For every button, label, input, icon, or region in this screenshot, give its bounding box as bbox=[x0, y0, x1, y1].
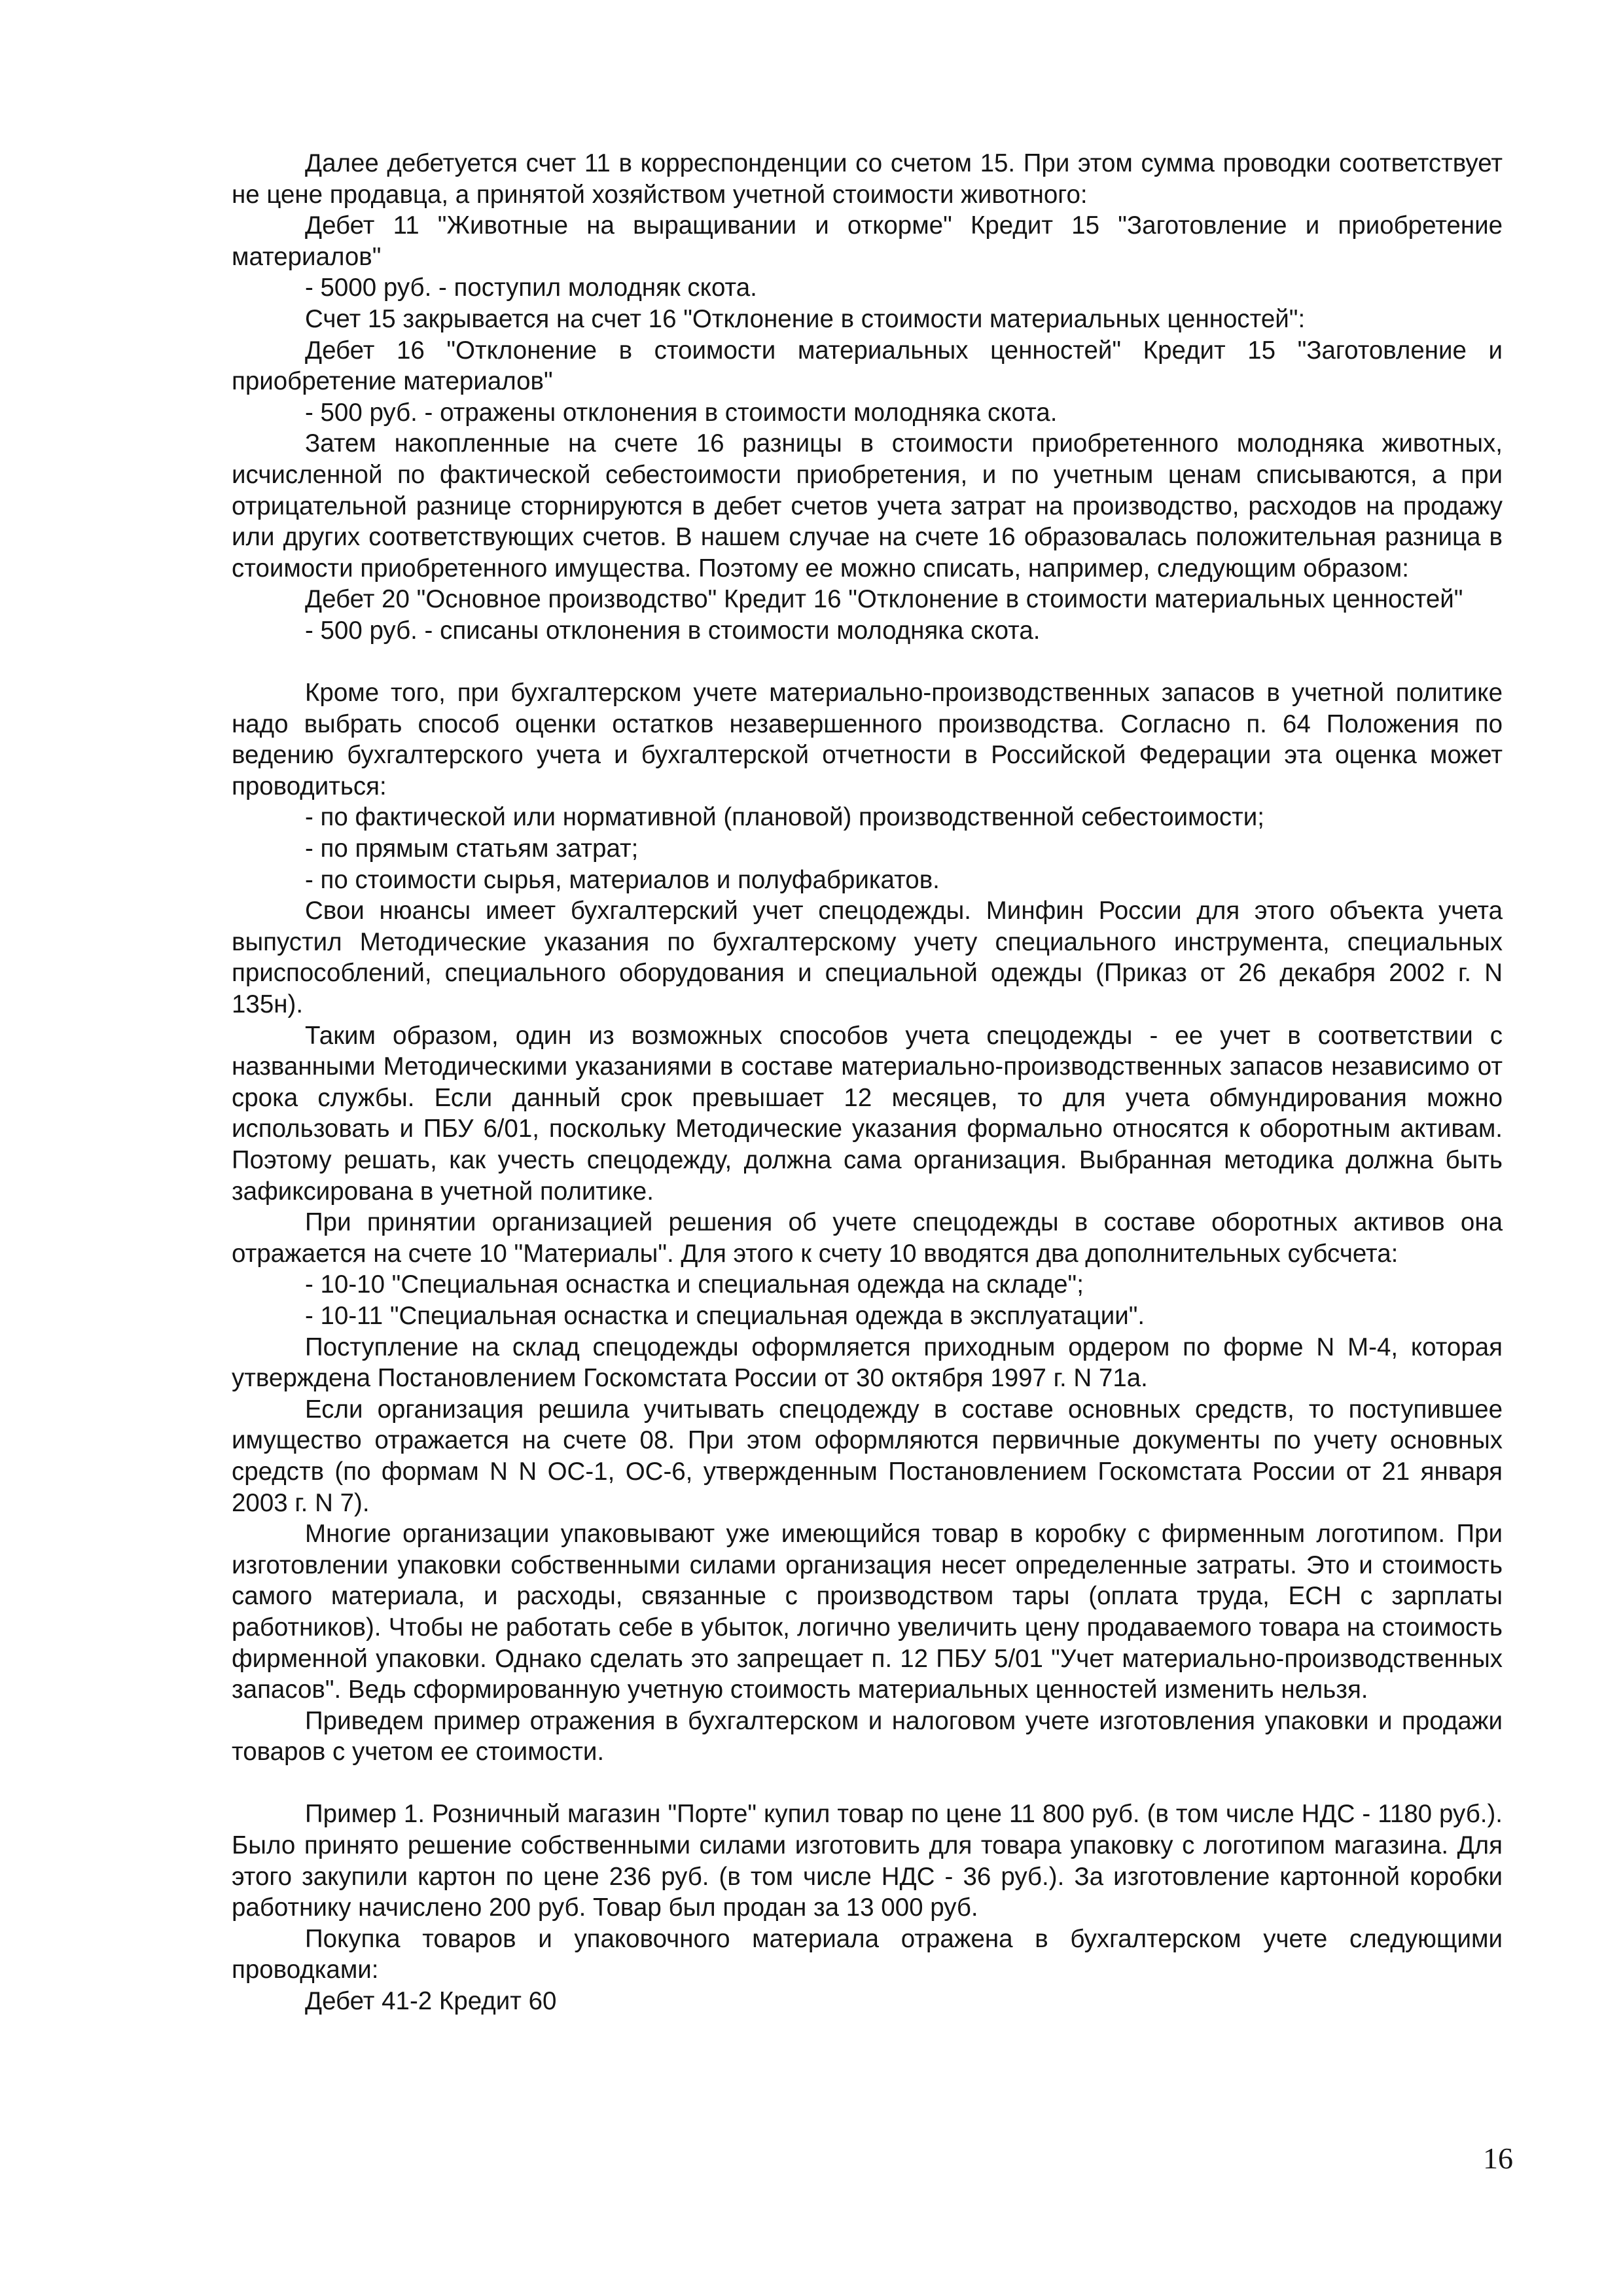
paragraph: - 10-10 "Специальная оснастка и специальная одежда на складе"; bbox=[305, 1270, 1084, 1299]
paragraph: - по прямым статьям затрат; bbox=[305, 834, 639, 863]
paragraph: Если организация решила учитывать спецодежду в составе основных средств, то поступившее имущество отражается на счете 08. При этом оформляются первичные документы по учету основных средств (по формам N N ОС-1, ОС-6, утвержденным Постановлением Госкомстата России от 21 января 2003 г. N 7). bbox=[232, 1395, 1503, 1517]
paragraph: - по фактической или нормативной (плановой) производственной себестоимости; bbox=[305, 803, 1264, 832]
paragraph: Дебет 16 "Отклонение в стоимости материальных ценностей" Кредит 15 "Заготовление и приобретение материалов" bbox=[232, 336, 1503, 396]
paragraph: Счет 15 закрывается на счет 16 "Отклонение в стоимости материальных ценностей": bbox=[305, 304, 1306, 333]
page-number: 16 bbox=[1483, 2142, 1513, 2175]
paragraph: - 500 руб. - списаны отклонения в стоимости молодняка скота. bbox=[305, 616, 1041, 645]
paragraph: Многие организации упаковывают уже имеющийся товар в коробку с фирменным логотипом. При изготовлении упаковки собственными силами организация несет определенные затраты. Это и стоимость самого материала, и расходы, связанные с производством тары (оплата труда, ЕСН с зарплаты работников). Чтобы не работать себе в убыток, логично увеличить цену продаваемого товара на стоимость фирменной упаковки. Однако сделать это запрещает п. 12 ПБУ 5/01 "Учет материально-производственных запасов". Ведь сформированную учетную стоимость материальных ценностей изменить нельзя. bbox=[232, 1520, 1503, 1704]
paragraph: Дебет 20 "Основное производство" Кредит 16 "Отклонение в стоимости материальных ценностей" bbox=[305, 585, 1463, 614]
paragraph: Далее дебетуется счет 11 в корреспонденции со счетом 15. При этом сумма проводки соответствует не цене продавца, а принятой хозяйством учетной стоимости животного: bbox=[232, 149, 1503, 209]
paragraph: Поступление на склад спецодежды оформляется приходным ордером по форме N М-4, которая утверждена Постановлением Госкомстата России от 30 октября 1997 г. N 71а. bbox=[232, 1333, 1503, 1393]
paragraph: Пример 1. Розничный магазин "Порте" купил товар по цене 11 800 руб. (в том числе НДС - 1180 руб.). Было принято решение собственными силами изготовить для товара упаковку с логотипом магазина. Для этого закупили картон по цене 236 руб. (в том числе НДС - 36 руб.). За изготовление картонной коробки работнику начислено 200 руб. Товар был продан за 13 000 руб. bbox=[232, 1800, 1503, 1922]
paragraph: - по стоимости сырья, материалов и полуфабрикатов. bbox=[305, 865, 940, 894]
paragraph: Дебет 11 "Животные на выращивании и откорме" Кредит 15 "Заготовление и приобретение материалов" bbox=[232, 211, 1503, 271]
paragraph: Дебет 41-2 Кредит 60 bbox=[305, 1987, 557, 2016]
paragraph: Кроме того, при бухгалтерском учете материально-производственных запасов в учетной политике надо выбрать способ оценки остатков незавершенного производства. Согласно п. 64 Положения по ведению бухгалтерского учета и бухгалтерской отчетности в Российской Федерации эта оценка может проводиться: bbox=[232, 679, 1503, 800]
document-page bbox=[232, 148, 1503, 2017]
paragraph: Таким образом, один из возможных способов учета спецодежды - ее учет в соответствии с названными Методическими указаниями в составе материально-производственных запасов независимо от срока службы. Если данный срок превышает 12 месяцев, то для учета обмундирования можно использовать и ПБУ 6/01, поскольку Методические указания формально относятся к оборотным активам. Поэтому решать, как учесть спецодежду, должна сама организация. Выбранная методика должна быть зафиксирована в учетной политике. bbox=[232, 1021, 1503, 1206]
blank-line bbox=[232, 647, 1503, 678]
paragraph: Приведем пример отражения в бухгалтерском и налоговом учете изготовления упаковки и продажи товаров с учетом ее стоимости. bbox=[232, 1706, 1503, 1767]
paragraph: - 5000 руб. - поступил молодняк скота. bbox=[305, 274, 757, 302]
blank-line bbox=[232, 1768, 1503, 1799]
paragraph: Свои нюансы имеет бухгалтерский учет спецодежды. Минфин России для этого объекта учета выпустил Методические указания по бухгалтерскому учету специального инструмента, специальных приспособлений, специального оборудования и специальной одежды (Приказ от 26 декабря 2002 г. N 135н). bbox=[232, 897, 1503, 1019]
paragraph: При принятии организацией решения об учете спецодежды в составе оборотных активов она отражается на счете 10 "Материалы". Для этого к счету 10 вводятся два дополнительных субсчета: bbox=[232, 1208, 1503, 1268]
paragraph: Затем накопленные на счете 16 разницы в стоимости приобретенного молодняка животных, исчисленной по фактической себестоимости приобретения, и по учетным ценам списываются, а при отрицательной разнице сторнируются в дебет счетов учета затрат на производство, расходов на продажу или других соответствующих счетов. В нашем случае на счете 16 образовалась положительная разница в стоимости приобретенного имущества. Поэтому ее можно списать, например, следующим образом: bbox=[232, 429, 1503, 583]
paragraph: - 10-11 "Специальная оснастка и специальная одежда в эксплуатации". bbox=[305, 1301, 1145, 1330]
paragraph: - 500 руб. - отражены отклонения в стоимости молодняка скота. bbox=[305, 398, 1058, 427]
paragraph: Покупка товаров и упаковочного материала отражена в бухгалтерском учете следующими проводками: bbox=[232, 1924, 1503, 1984]
